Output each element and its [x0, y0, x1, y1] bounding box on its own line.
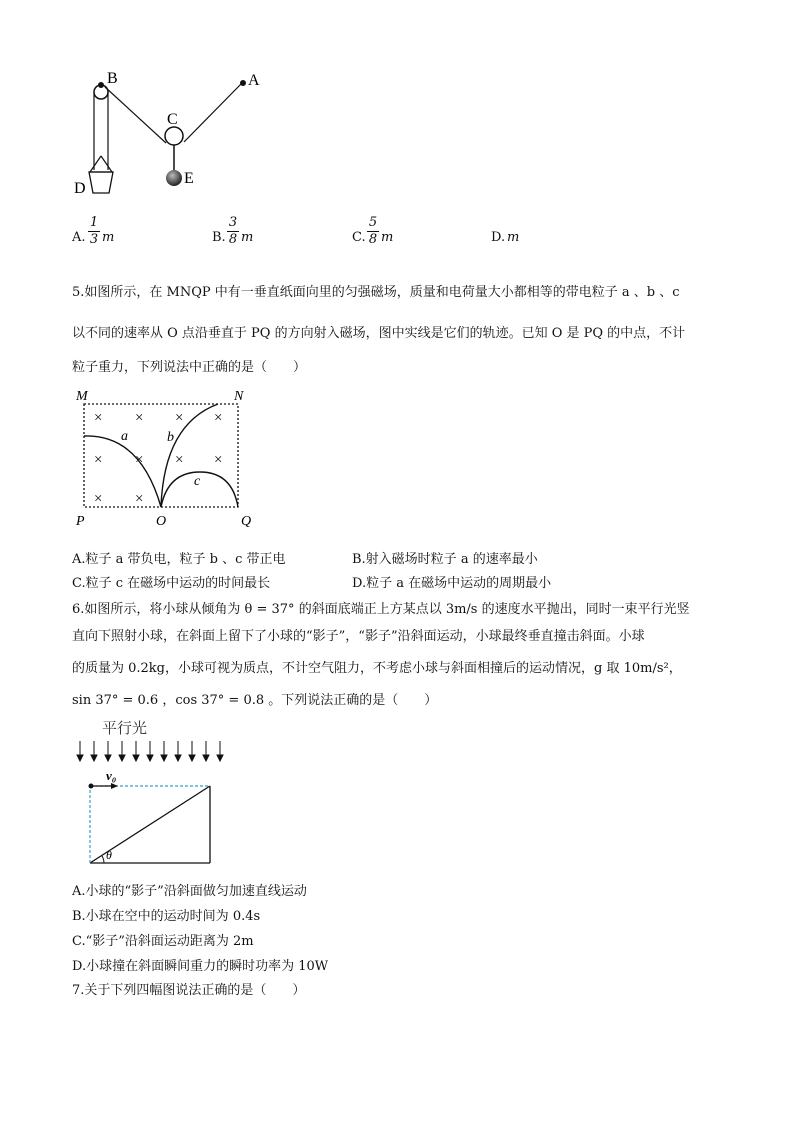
- q4-option-a-unit: m: [102, 230, 115, 245]
- fraction-numerator: 5: [368, 215, 378, 230]
- q4-option-b-prefix: B.: [212, 230, 226, 245]
- parallel-light-label: 平行光: [102, 721, 148, 737]
- light-arrowhead: [203, 755, 209, 761]
- label-q: Q: [241, 514, 252, 529]
- q4-option-d-unit: m: [507, 230, 520, 245]
- label-b: B: [107, 70, 118, 87]
- light-arrowhead: [217, 755, 223, 761]
- label-a: A: [248, 72, 260, 89]
- light-arrowhead: [161, 755, 167, 761]
- q5-magnetic-field-figure: [68, 384, 268, 534]
- q4-option-c-prefix: C.: [352, 230, 366, 245]
- trajectory-b: [161, 404, 218, 507]
- q6-stem-line-3: 的质量为 0.2kg，小球可视为质点，不计空气阻力，不考虑小球与斜面相撞后的运动情况，g 取 10m/s²，: [72, 661, 682, 676]
- q4-option-c-fraction: [367, 216, 379, 247]
- field-cross: ×: [135, 452, 144, 468]
- bucket-hanger-left: [90, 156, 101, 172]
- light-arrowhead: [133, 755, 139, 761]
- light-arrowhead: [91, 755, 97, 761]
- light-arrows: [77, 741, 223, 761]
- label-d: D: [74, 180, 86, 197]
- field-cross: ×: [175, 452, 184, 468]
- fraction-numerator: 3: [228, 215, 238, 230]
- q6-stem-line-1: 6.如图所示，将小球从倾角为 θ = 37° 的斜面底端正上方某点以 3m/s 的速度水平抛出，同时一束平行光竖: [72, 602, 690, 617]
- ball-e: [166, 170, 182, 186]
- v0-label: v₀: [106, 768, 117, 783]
- pulley-b-axle: [98, 82, 104, 88]
- q4-option-a-prefix: A.: [72, 230, 86, 245]
- label-m: M: [76, 389, 88, 404]
- fraction-numerator: 1: [89, 215, 99, 230]
- field-cross: ×: [94, 410, 103, 426]
- q6-option-b: B.小球在空中的运动时间为 0.4s: [72, 909, 261, 924]
- field-cross: ×: [214, 410, 223, 426]
- theta-arc: [102, 856, 104, 863]
- fraction-denominator: 8: [368, 232, 378, 247]
- light-arrowhead: [175, 755, 181, 761]
- label-p: P: [76, 514, 85, 529]
- label-a-track: a: [121, 429, 128, 444]
- label-c: C: [167, 111, 178, 128]
- v0-arrowhead: [111, 783, 118, 789]
- q5-stem-line-3: 粒子重力，下列说法中正确的是（ ）: [72, 360, 307, 375]
- bucket-d: [89, 172, 113, 193]
- field-cross: ×: [94, 452, 103, 468]
- theta-label: θ: [106, 848, 112, 862]
- light-arrowhead: [105, 755, 111, 761]
- q6-option-a: A.小球的“影子”沿斜面做匀加速直线运动: [72, 884, 307, 899]
- light-arrowhead: [147, 755, 153, 761]
- q5-option-b: B.射入磁场时粒子 a 的速率最小: [352, 552, 538, 567]
- q5-option-d: D.粒子 a 在磁场中运动的周期最小: [352, 576, 552, 591]
- light-arrowhead: [77, 755, 83, 761]
- field-cross: ×: [214, 452, 223, 468]
- q5-stem-line-1: 5.如图所示，在 MNQP 中有一垂直纸面向里的匀强磁场，质量和电荷量大小都相等的带电粒子 a 、b 、c: [72, 285, 680, 300]
- field-cross: ×: [175, 410, 184, 426]
- q6-stem-line-2: 直向下照射小球，在斜面上留下了小球的“影子”，“影子”沿斜面运动，小球最终垂直撞击斜面。小球: [72, 629, 645, 644]
- label-b-track: b: [167, 430, 174, 445]
- light-arrowhead: [119, 755, 125, 761]
- rope-c-a: [184, 83, 242, 142]
- field-cross: ×: [135, 491, 144, 507]
- q7-stem-line-1: 7.关于下列四幅图说法正确的是（ ）: [72, 983, 306, 998]
- q4-option-c-unit: m: [381, 230, 394, 245]
- q4-option-b-fraction: [227, 216, 239, 247]
- q5-stem-line-2: 以不同的速率从 O 点沿垂直于 PQ 的方向射入磁场，图中实线是它们的轨迹。已知 O 是 PQ 的中点，不计: [72, 326, 686, 341]
- q5-option-c: C.粒子 c 在磁场中运动的时间最长: [72, 576, 271, 591]
- label-n: N: [234, 389, 244, 404]
- rope-b-c: [105, 87, 166, 143]
- label-c-track: c: [194, 474, 201, 489]
- field-cross: ×: [135, 410, 144, 426]
- fraction-denominator: 3: [89, 232, 99, 247]
- q5-option-a: A.粒子 a 带负电，粒子 b 、c 带正电: [72, 552, 286, 567]
- q6-option-c: C.“影子”沿斜面运动距离为 2m: [72, 934, 254, 949]
- bucket-hanger-right: [101, 156, 112, 172]
- q6-incline-figure: [70, 713, 240, 873]
- label-e: E: [184, 170, 194, 187]
- q4-option-b-unit: m: [241, 230, 254, 245]
- q4-pulley-figure: [60, 60, 290, 200]
- field-crosses: [94, 410, 222, 507]
- label-o: O: [156, 514, 167, 529]
- light-arrowhead: [189, 755, 195, 761]
- q4-option-a-fraction: [88, 216, 100, 247]
- q6-stem-line-4: sin 37° = 0.6 ，cos 37° = 0.8 。下列说法正确的是（ ）: [72, 693, 438, 708]
- point-a: [240, 80, 246, 86]
- q6-option-d: D.小球撞在斜面瞬间重力的瞬时功率为 10W: [72, 959, 329, 974]
- q4-option-d-prefix: D.: [491, 230, 506, 245]
- fraction-denominator: 8: [228, 232, 238, 247]
- field-cross: ×: [94, 491, 103, 507]
- pulley-c: [165, 127, 183, 145]
